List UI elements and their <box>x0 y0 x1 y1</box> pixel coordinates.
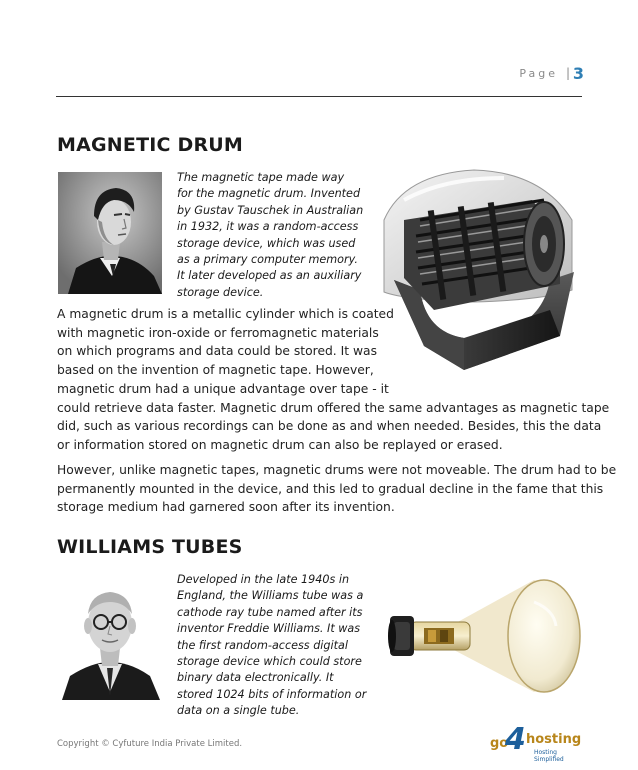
paragraph-line: However, unlike magnetic tapes, magnetic drums were not moveable. The drum had to be <box>57 463 617 477</box>
caption-line: binary data electronically. It <box>177 671 334 685</box>
caption-line: data on a single tube. <box>177 704 300 718</box>
header-divider <box>56 96 582 97</box>
page-number: 3 <box>572 64 584 83</box>
caption-line: storage device. <box>177 285 264 299</box>
williams-tube-photo <box>384 566 582 706</box>
caption-line: in 1932, it was a random-access <box>177 220 359 234</box>
paragraph-line: A magnetic drum is a metallic cylinder which is coated <box>57 307 394 321</box>
logo-text-hosting: hosting <box>526 732 582 747</box>
caption-line: by Gustav Tauschek in Australian <box>177 203 364 217</box>
caption-line: storage device which could store <box>177 655 362 669</box>
paragraph-line: magnetic drum had a unique advantage over tape - it <box>57 381 389 396</box>
caption-line: storage device, which was used <box>177 236 356 250</box>
paragraph-line: storage medium had garnered soon after its invention. <box>57 500 395 515</box>
williams-tube-image <box>384 566 582 706</box>
paragraph-line: did, such as various recordings can be done as and when needed. Besides, this the data <box>57 419 602 434</box>
caption-line: Developed in the late 1940s in <box>177 573 350 586</box>
caption-line: inventor Freddie Williams. It was <box>177 622 361 636</box>
go4hosting-logo[interactable] <box>490 722 582 763</box>
caption-line: It later developed as an auxiliary <box>177 269 362 283</box>
caption-line: the first random-access digital <box>177 638 348 652</box>
page-label: Page <box>519 67 558 80</box>
paragraph-magnetic-drum-decline <box>57 461 616 517</box>
caption-line: The magnetic tape made way <box>177 171 345 184</box>
logo-text-go: go <box>490 736 509 751</box>
caption-williams-tubes <box>177 572 366 720</box>
caption-magnetic-drum <box>177 170 363 301</box>
caption-line: England, the Williams tube was a <box>177 589 364 603</box>
caption-line: cathode ray tube named after its <box>177 605 363 619</box>
portrait-photo-tauschek <box>58 172 162 294</box>
paragraph-line: permanently mounted in the device, and this led to gradual decline in the fame that this <box>57 481 604 496</box>
paragraph-line: with magnetic iron-oxide or ferromagnetic materials <box>57 325 379 340</box>
paragraph-line: on which programs and data could be stored. It was <box>57 344 377 359</box>
portrait-image <box>58 172 162 294</box>
section-title-magnetic-drum: MAGNETIC DRUM <box>57 134 244 156</box>
caption-line: for the magnetic drum. Invented <box>177 187 361 201</box>
paragraph-magnetic-drum-description <box>57 305 609 455</box>
paragraph-line: based on the invention of magnetic tape. However, <box>57 363 374 378</box>
paragraph-line: could retrieve data faster. Magnetic drum offered the same advantages as magnetic tape <box>57 400 610 415</box>
portrait-photo-williams <box>58 574 162 700</box>
logo-tagline: Hosting Simplified <box>534 749 564 763</box>
portrait-image <box>58 574 162 700</box>
section-title-williams-tubes: WILLIAMS TUBES <box>57 536 243 558</box>
footer-copyright: Copyright © Cyfuture India Private Limited. <box>57 739 243 749</box>
logo-text-four: 4 <box>505 722 526 757</box>
caption-line: as a primary computer memory. <box>177 253 358 267</box>
page-separator: | <box>565 66 570 80</box>
caption-line: stored 1024 bits of information or <box>177 687 367 701</box>
page-header <box>466 64 586 86</box>
paragraph-line: or information stored on magnetic drum can also be replayed or erased. <box>57 437 503 452</box>
